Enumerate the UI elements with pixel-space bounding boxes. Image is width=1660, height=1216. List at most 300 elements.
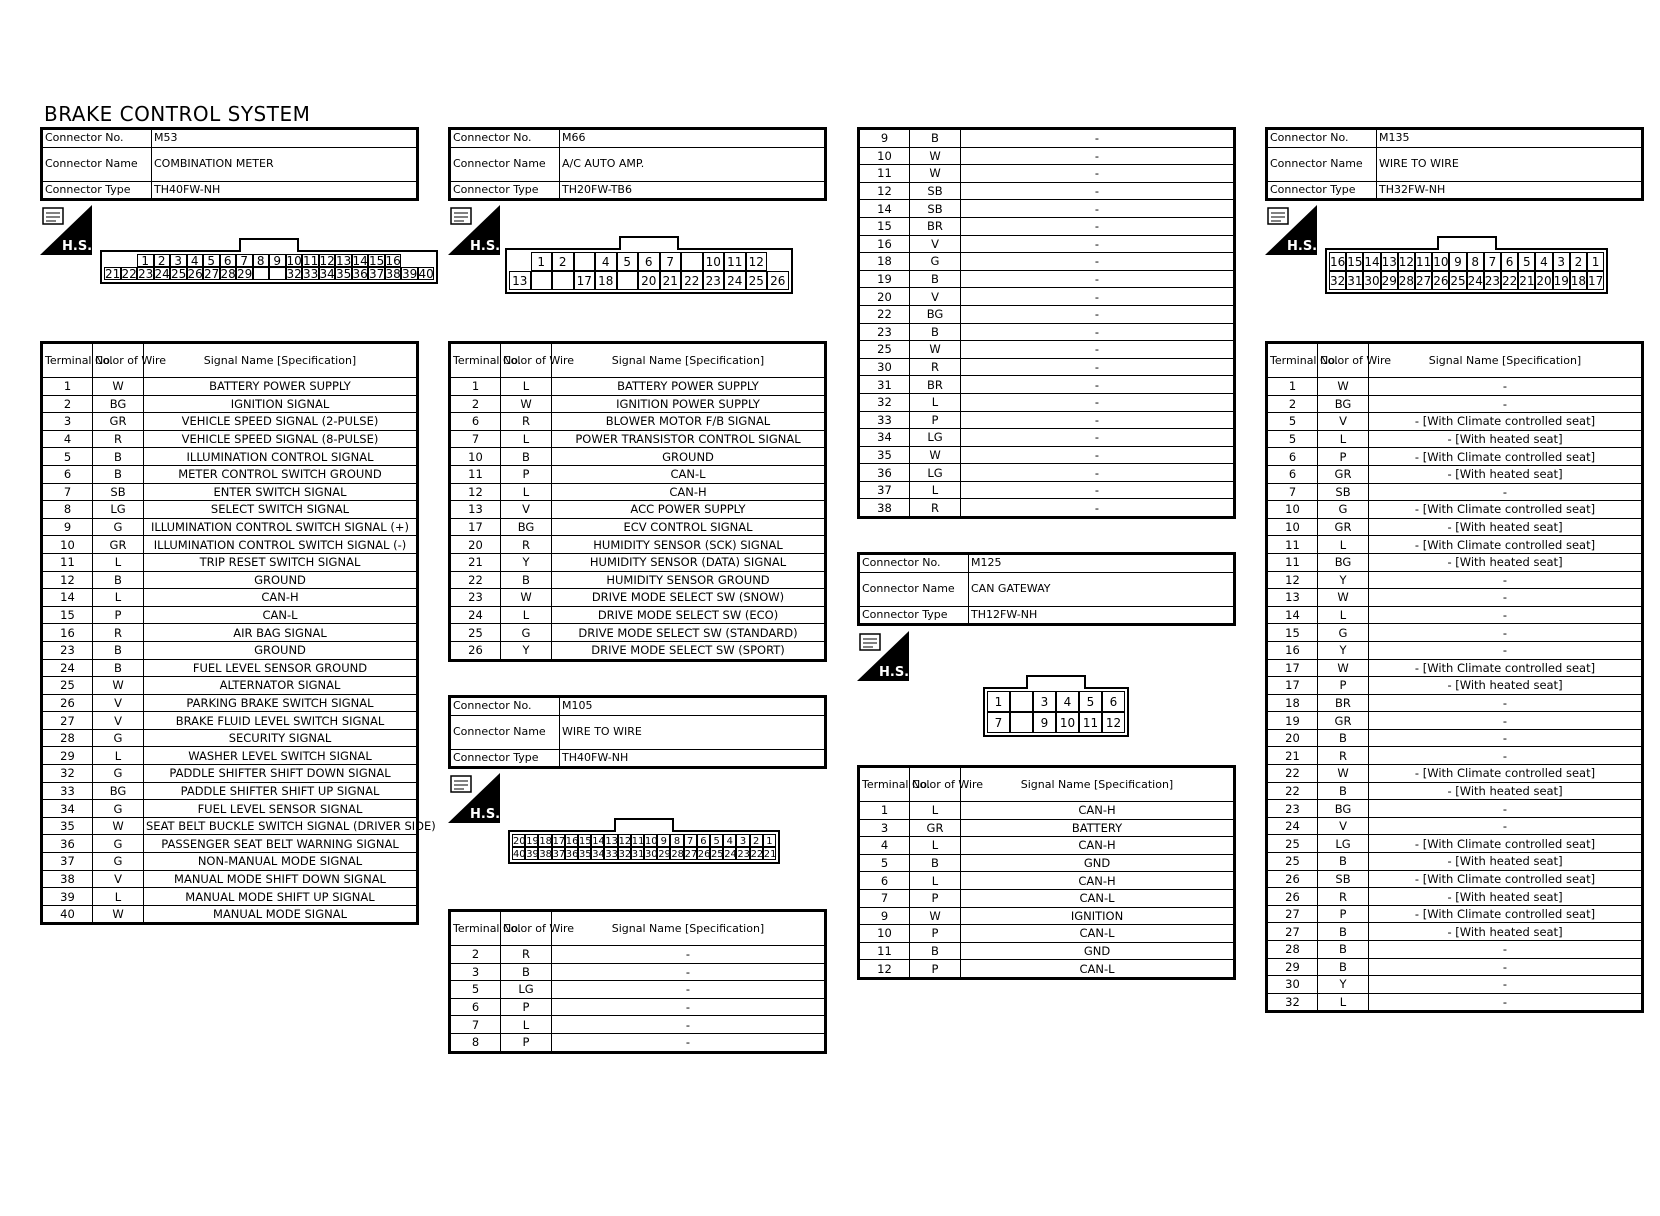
- connector-pin: 39: [526, 849, 539, 860]
- wire-color: LG: [910, 429, 961, 447]
- hs-icon: [448, 205, 500, 255]
- connector-name-label: Connector Name: [1267, 147, 1377, 181]
- terminal-no: 13: [1267, 589, 1318, 607]
- signal-name: - [With heated seat]: [1369, 782, 1643, 800]
- signal-name: - [With Climate controlled seat]: [1369, 835, 1643, 853]
- wire-color: G: [93, 729, 144, 747]
- connector-pin: 38: [385, 267, 401, 281]
- connector-diagram-m105: [508, 830, 780, 864]
- table-row: [1267, 712, 1643, 730]
- connector-pin: [681, 252, 703, 271]
- table-row: [450, 518, 826, 536]
- connector-pin: 29: [658, 849, 671, 860]
- color-of-wire-header: Color of Wire: [93, 343, 144, 378]
- terminal-no: 5: [42, 448, 93, 466]
- connector-latch: [1437, 236, 1497, 250]
- terminal-no: 24: [42, 659, 93, 677]
- connector-pin: 29: [1381, 271, 1398, 290]
- table-row: [859, 464, 1235, 482]
- connector-no-label: Connector No.: [859, 554, 969, 573]
- connector-pin: 31: [631, 849, 645, 860]
- terminal-no-header: Terminal No.: [450, 343, 501, 378]
- wire-color: GR: [93, 536, 144, 554]
- connector-pin: 5: [710, 834, 723, 847]
- terminal-no: 12: [42, 571, 93, 589]
- table-row: [1267, 782, 1643, 800]
- connector-pin: 32: [1329, 271, 1346, 290]
- hs-icon: [857, 631, 909, 681]
- wire-color: GR: [1318, 518, 1369, 536]
- connector-pin: 23: [138, 267, 154, 281]
- wire-color: W: [910, 147, 961, 165]
- wire-color: LG: [1318, 835, 1369, 853]
- wire-color: SB: [1318, 870, 1369, 888]
- terminal-no: 20: [1267, 729, 1318, 747]
- connector-pin: 6: [220, 254, 237, 267]
- wire-color: G: [93, 518, 144, 536]
- connector-type-value: TH40FW-NH: [152, 181, 418, 200]
- connector-no-label: Connector No.: [450, 129, 560, 148]
- connector-pin: 30: [645, 849, 658, 860]
- table-row: [42, 483, 418, 501]
- table-row: [42, 905, 418, 924]
- table-row: [859, 217, 1235, 235]
- connector-m135: [1265, 127, 1644, 201]
- connector-pin: 15: [579, 836, 592, 847]
- table-row: [859, 942, 1235, 960]
- wire-color: L: [501, 606, 552, 624]
- terminal-no: 22: [450, 571, 501, 589]
- terminal-no: 8: [450, 1033, 501, 1052]
- connector-pin: 28: [220, 267, 236, 281]
- terminal-table-m53: [40, 341, 436, 925]
- wire-color: L: [501, 1016, 552, 1034]
- terminal-no: 3: [450, 963, 501, 981]
- wire-color: BG: [1318, 553, 1369, 571]
- signal-name: -: [552, 1033, 826, 1052]
- wire-color: B: [1318, 729, 1369, 747]
- terminal-no: 7: [1267, 483, 1318, 501]
- table-row: [1267, 448, 1643, 466]
- table-row: [450, 963, 826, 981]
- signal-name-header: Signal Name [Specification]: [552, 343, 826, 378]
- terminal-no: 32: [1267, 993, 1318, 1012]
- color-of-wire-header: Color of Wire: [501, 911, 552, 946]
- wire-color: LG: [93, 501, 144, 519]
- table-row: [42, 870, 418, 888]
- signal-name: - [With Climate controlled seat]: [1369, 870, 1643, 888]
- connector-pin: 20: [1535, 271, 1552, 290]
- wire-color: BG: [1318, 395, 1369, 413]
- connector-pin: 16: [385, 254, 401, 268]
- terminal-no: 17: [450, 518, 501, 536]
- signal-name: GND: [961, 942, 1235, 960]
- signal-name: BATTERY: [961, 819, 1235, 837]
- signal-name: -: [552, 998, 826, 1016]
- table-row: [1267, 501, 1643, 519]
- terminal-no: 10: [859, 925, 910, 943]
- connector-diagram-m125: [983, 687, 1129, 737]
- connector-pin: 24: [724, 271, 746, 290]
- terminal-no: 11: [1267, 553, 1318, 571]
- terminal-no: 2: [42, 395, 93, 413]
- connector-name-value: WIRE TO WIRE: [1377, 147, 1643, 181]
- table-row: [1267, 395, 1643, 413]
- wire-color: V: [1318, 413, 1369, 431]
- table-row: [1267, 958, 1643, 976]
- wire-color: R: [501, 946, 552, 964]
- terminal-table-m66: [448, 341, 827, 662]
- terminal-no: 5: [1267, 413, 1318, 431]
- wire-color: G: [93, 853, 144, 871]
- terminal-no: 9: [859, 907, 910, 925]
- table-row: [859, 481, 1235, 499]
- wire-color: P: [501, 1033, 552, 1052]
- wire-color: R: [910, 358, 961, 376]
- terminal-no: 8: [42, 501, 93, 519]
- wire-color: B: [93, 641, 144, 659]
- connector-pin: 25: [746, 271, 768, 290]
- signal-name: POWER TRANSISTOR CONTROL SIGNAL: [552, 430, 826, 448]
- signal-name: -: [1369, 817, 1643, 835]
- signal-name: CAN-H: [552, 483, 826, 501]
- connector-pin: [552, 271, 574, 290]
- table-row: [859, 393, 1235, 411]
- terminal-no: 33: [859, 411, 910, 429]
- signal-name: - [With heated seat]: [1369, 518, 1643, 536]
- table-row: [450, 465, 826, 483]
- connector-pin: 6: [1102, 691, 1125, 712]
- connector-pin: 21: [660, 271, 682, 290]
- connector-pin: 37: [552, 849, 566, 860]
- connector-pin: 13: [509, 271, 531, 290]
- wire-color: G: [501, 624, 552, 642]
- color-of-wire-header: Color of Wire: [501, 343, 552, 378]
- table-row: [1267, 817, 1643, 835]
- signal-name: -: [961, 182, 1235, 200]
- wire-color: W: [1318, 378, 1369, 396]
- connector-pin: 12: [746, 252, 768, 271]
- connector-latch: [1026, 675, 1086, 689]
- terminal-no: 20: [450, 536, 501, 554]
- terminal-no: 12: [1267, 571, 1318, 589]
- signal-name: - [With heated seat]: [1369, 888, 1643, 906]
- terminal-no: 22: [1267, 782, 1318, 800]
- connector-pin: 10: [645, 836, 658, 847]
- wire-color: W: [1318, 765, 1369, 783]
- terminal-no: 2: [1267, 395, 1318, 413]
- connector-name-value: WIRE TO WIRE: [560, 715, 826, 749]
- table-row: [450, 1033, 826, 1052]
- wire-color: W: [910, 446, 961, 464]
- table-row: [1267, 941, 1643, 959]
- wire-color: B: [1318, 782, 1369, 800]
- connector-pin: 9: [269, 254, 286, 267]
- signal-name: MANUAL MODE SHIFT DOWN SIGNAL: [144, 870, 418, 888]
- connector-pin: 21: [1518, 271, 1535, 290]
- terminal-no: 5: [1267, 430, 1318, 448]
- table-row: [42, 677, 418, 695]
- signal-name: MANUAL MODE SHIFT UP SIGNAL: [144, 888, 418, 906]
- table-row: [1267, 536, 1643, 554]
- connector-pin: 26: [697, 849, 711, 860]
- wire-color: B: [501, 571, 552, 589]
- wire-color: B: [501, 963, 552, 981]
- wire-color: B: [1318, 853, 1369, 871]
- wire-color: L: [501, 430, 552, 448]
- connector-pin: 2: [552, 252, 574, 271]
- terminal-no: 19: [1267, 712, 1318, 730]
- signal-name: VEHICLE SPEED SIGNAL (8-PULSE): [144, 430, 418, 448]
- wire-color: W: [1318, 659, 1369, 677]
- terminal-no: 24: [450, 606, 501, 624]
- connector-pin: 23: [703, 271, 725, 290]
- terminal-no: 7: [42, 483, 93, 501]
- connector-pin: 7: [1484, 252, 1501, 271]
- wire-color: B: [93, 571, 144, 589]
- table-row: [1267, 483, 1643, 501]
- table-row: [1267, 641, 1643, 659]
- wire-color: R: [93, 624, 144, 642]
- connector-header: [857, 552, 1236, 626]
- connector-pin: 10: [286, 254, 302, 268]
- table-row: [42, 536, 418, 554]
- connector-pin: 24: [154, 267, 170, 281]
- table-row: [42, 413, 418, 431]
- signal-name: DRIVE MODE SELECT SW (STANDARD): [552, 624, 826, 642]
- signal-name: -: [961, 288, 1235, 306]
- signal-name: -: [961, 341, 1235, 359]
- connector-pin: 13: [336, 254, 352, 268]
- table-row: [42, 606, 418, 624]
- terminal-no: 18: [859, 253, 910, 271]
- signal-name: -: [1369, 641, 1643, 659]
- signal-name: -: [1369, 589, 1643, 607]
- signal-name: -: [1369, 941, 1643, 959]
- connector-pin: 35: [579, 849, 592, 860]
- connector-pin: 4: [1056, 691, 1079, 712]
- connector-pin: 5: [203, 254, 220, 267]
- signal-name-header: Signal Name [Specification]: [1369, 343, 1643, 378]
- terminal-no: 26: [42, 694, 93, 712]
- table-row: [450, 430, 826, 448]
- connector-pin: 20: [513, 836, 526, 847]
- signal-name: CAN-H: [961, 837, 1235, 855]
- connector-pin: 29: [237, 267, 253, 281]
- connector-pin: 40: [513, 849, 526, 860]
- table-row: [1267, 800, 1643, 818]
- table-row: [42, 853, 418, 871]
- connector-no-value: M66: [560, 129, 826, 148]
- connector-pin: 5: [1518, 252, 1535, 271]
- wire-color: P: [910, 960, 961, 979]
- connector-pin: 7: [684, 834, 697, 847]
- terminal-no: 34: [859, 429, 910, 447]
- table-row: [42, 465, 418, 483]
- terminal-no: 30: [859, 358, 910, 376]
- wire-color: P: [910, 925, 961, 943]
- connector-type-value: TH32FW-NH: [1377, 181, 1643, 200]
- connector-pin: 23: [1484, 271, 1501, 290]
- connector-pin: 1: [531, 252, 553, 271]
- connector-pin: 12: [1102, 712, 1125, 733]
- table-row: [859, 837, 1235, 855]
- wire-color: BG: [93, 782, 144, 800]
- connector-diagram-m66: [505, 248, 793, 294]
- wire-color: L: [910, 393, 961, 411]
- terminal-no: 16: [1267, 641, 1318, 659]
- signal-name: ENTER SWITCH SIGNAL: [144, 483, 418, 501]
- table-row: [450, 946, 826, 964]
- terminal-no: 25: [1267, 853, 1318, 871]
- connector-pin: 6: [697, 834, 710, 847]
- connector-pin: 10: [703, 252, 725, 271]
- connector-pin: 28: [1398, 271, 1415, 290]
- table-row: [859, 802, 1235, 820]
- connector-pin: 1: [763, 834, 776, 847]
- signal-name: -: [961, 217, 1235, 235]
- wire-color: R: [910, 499, 961, 518]
- table-row: [859, 411, 1235, 429]
- wire-color: V: [1318, 817, 1369, 835]
- table-row: [1267, 659, 1643, 677]
- connector-pin: 18: [1570, 271, 1587, 290]
- terminal-no: 18: [1267, 694, 1318, 712]
- signal-name: HUMIDITY SENSOR (SCK) SIGNAL: [552, 536, 826, 554]
- table-row: [1267, 993, 1643, 1012]
- connector-no-label: Connector No.: [42, 129, 152, 148]
- connector-pin: 5: [1079, 691, 1102, 712]
- connector-pin: 22: [681, 271, 703, 290]
- wire-color: BR: [910, 376, 961, 394]
- terminal-no: 7: [859, 889, 910, 907]
- terminal-no: 35: [42, 817, 93, 835]
- signal-name: SELECT SWITCH SIGNAL: [144, 501, 418, 519]
- table-row: [1267, 553, 1643, 571]
- terminal-no: 10: [42, 536, 93, 554]
- color-of-wire-header: Color of Wire: [1318, 343, 1369, 378]
- connector-pin: 24: [1467, 271, 1484, 290]
- connector-pin: 13: [605, 836, 618, 847]
- terminal-no: 6: [1267, 465, 1318, 483]
- connector-pin: 32: [618, 849, 632, 860]
- wire-color: B: [93, 448, 144, 466]
- terminal-no: 2: [450, 395, 501, 413]
- signal-name: VEHICLE SPEED SIGNAL (2-PULSE): [144, 413, 418, 431]
- wire-color: W: [93, 905, 144, 924]
- table-row: [42, 448, 418, 466]
- table-row: [1267, 677, 1643, 695]
- terminal-no: 5: [450, 981, 501, 999]
- table-row: [1267, 378, 1643, 396]
- table-row: [859, 200, 1235, 218]
- connector-pin: 15: [369, 254, 385, 268]
- wire-color: L: [501, 483, 552, 501]
- wire-color: SB: [1318, 483, 1369, 501]
- terminal-no: 36: [859, 464, 910, 482]
- connector-pin: 14: [352, 254, 368, 268]
- wire-color: B: [93, 465, 144, 483]
- connector-pin: 13: [1381, 252, 1398, 271]
- connector-diagram-m53: [100, 250, 438, 284]
- terminal-no: 3: [859, 819, 910, 837]
- table-row: [859, 147, 1235, 165]
- connector-header: [448, 695, 827, 769]
- signal-name: -: [552, 981, 826, 999]
- table-row: [42, 589, 418, 607]
- connector-type-label: Connector Type: [1267, 181, 1377, 200]
- wire-color: R: [501, 536, 552, 554]
- connector-pin: 23: [737, 849, 750, 860]
- wire-color: V: [910, 235, 961, 253]
- table-row: [42, 800, 418, 818]
- table-row: [42, 378, 418, 396]
- table-row: [859, 446, 1235, 464]
- terminal-table-m125: [857, 765, 1236, 980]
- connector-pin: [269, 267, 286, 280]
- wire-color: SB: [910, 182, 961, 200]
- table-row: [450, 589, 826, 607]
- table-row: [450, 981, 826, 999]
- signal-name-header: Signal Name [Specification]: [144, 343, 418, 378]
- signal-name: CAN-H: [961, 802, 1235, 820]
- terminal-no: 7: [450, 1016, 501, 1034]
- wire-color: W: [910, 165, 961, 183]
- connector-header: [40, 127, 419, 201]
- signal-name: -: [1369, 729, 1643, 747]
- terminal-no-header: Terminal No.: [1267, 343, 1318, 378]
- connector-pin: 11: [1415, 252, 1432, 271]
- terminal-no: 17: [1267, 659, 1318, 677]
- table-row: [859, 960, 1235, 979]
- wire-color: B: [910, 854, 961, 872]
- connector-pin: 22: [1501, 271, 1518, 290]
- terminal-no: 27: [42, 712, 93, 730]
- table-row: [42, 659, 418, 677]
- table-row: [1267, 923, 1643, 941]
- terminal-no: 10: [450, 448, 501, 466]
- signal-name: ILLUMINATION CONTROL SWITCH SIGNAL (-): [144, 536, 418, 554]
- terminal-table-m135: [1265, 341, 1644, 1013]
- signal-name: -: [961, 323, 1235, 341]
- terminal-no: 21: [1267, 747, 1318, 765]
- connector-latch: [614, 818, 674, 832]
- terminal-no: 21: [450, 553, 501, 571]
- wire-color: L: [1318, 536, 1369, 554]
- connector-pin: 11: [303, 254, 319, 268]
- wire-color: G: [1318, 501, 1369, 519]
- wire-color: L: [93, 553, 144, 571]
- signal-name: -: [961, 376, 1235, 394]
- terminal-no: 24: [1267, 817, 1318, 835]
- hs-label: H.S.: [62, 239, 93, 254]
- signal-name: -: [552, 1016, 826, 1034]
- connector-type-value: TH12FW-NH: [969, 606, 1235, 625]
- table-row: [1267, 624, 1643, 642]
- connector-pin: 32: [286, 267, 302, 281]
- wire-color: L: [910, 872, 961, 890]
- terminal-no: 10: [1267, 501, 1318, 519]
- table-row: [450, 571, 826, 589]
- terminal-no: 36: [42, 835, 93, 853]
- signal-name: -: [961, 446, 1235, 464]
- page-title: BRAKE CONTROL SYSTEM: [44, 102, 311, 126]
- connector-pin: [574, 252, 596, 271]
- signal-name: -: [1369, 958, 1643, 976]
- wire-color: G: [1318, 624, 1369, 642]
- wire-color: W: [93, 378, 144, 396]
- wire-color: G: [93, 835, 144, 853]
